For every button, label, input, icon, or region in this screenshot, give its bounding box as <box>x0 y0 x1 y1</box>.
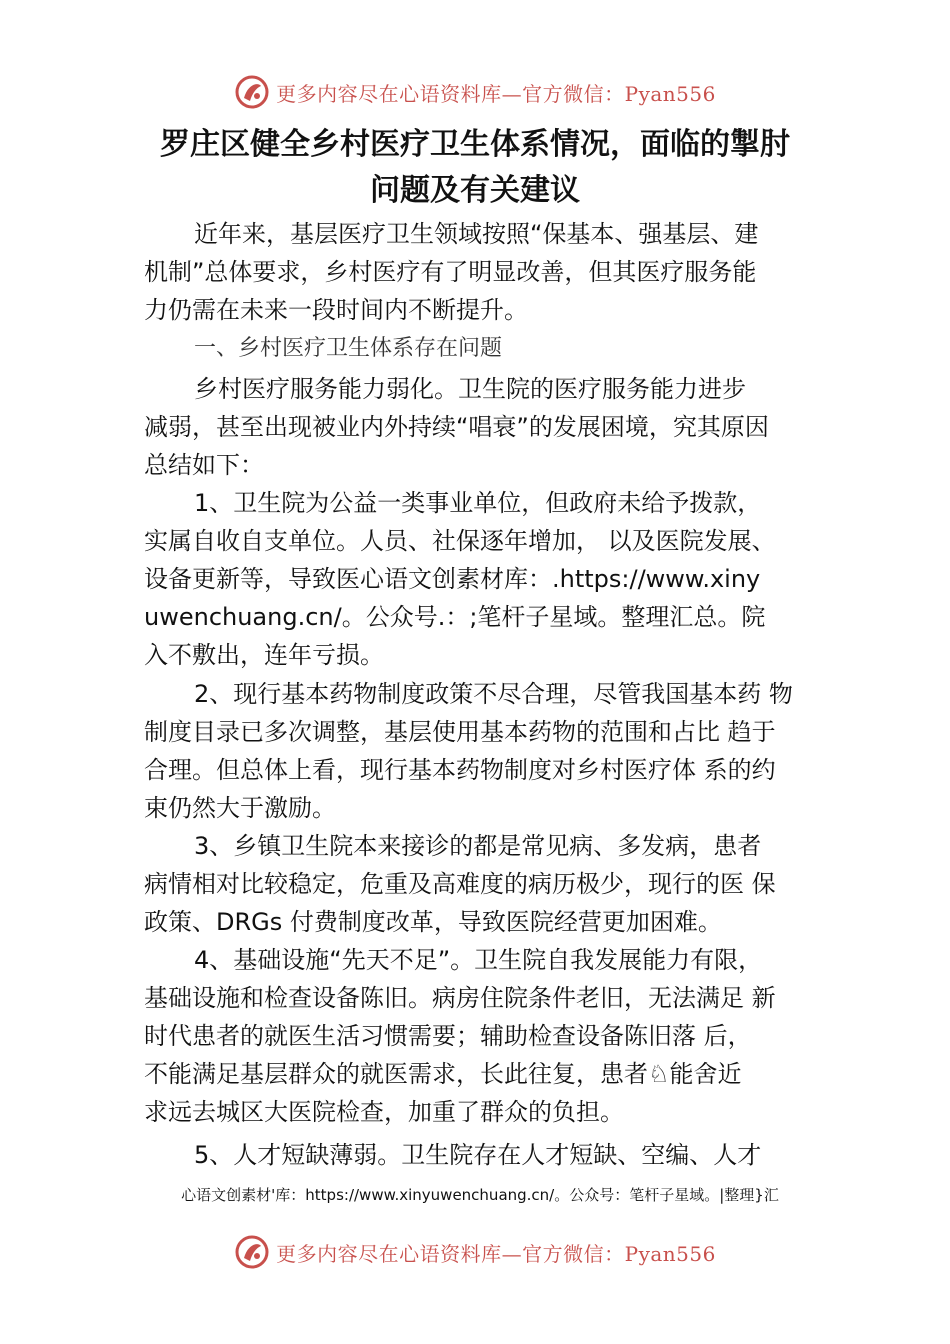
body-line: uwenchuang.cn/。公众号.：;笔杆子星域。整理汇总。院 <box>144 603 766 631</box>
body-line: 4、基础设施“先天不足”。卫生院自我发展能力有限， <box>194 946 763 974</box>
body-line: 政策、DRGs 付费制度改革，导致医院经营更加困难。 <box>144 908 722 936</box>
body-line: 5、人才短缺薄弱。卫生院存在人才短缺、空编、人才 <box>194 1141 762 1169</box>
document-title-line-2: 问题及有关建议 <box>370 173 580 208</box>
body-line: 近年来，基层医疗卫生领域按照“保基本、强基层、建 <box>194 220 759 248</box>
body-line: 1、卫生院为公益一类事业单位，但政府未给予拨款， <box>194 489 762 517</box>
logo-icon <box>234 74 270 110</box>
body-line: 力仍需在未来一段时间内不断提升。 <box>144 296 528 324</box>
body-line: 机制”总体要求，乡村医疗有了明显改善，但其医疗服务能 <box>144 258 757 286</box>
body-line: 3、乡镇卫生院本来接诊的都是常见病、多发病，患者 <box>194 832 762 860</box>
document-title-line-1: 罗庄区健全乡村医疗卫生体系情况，面临的掣肘 <box>160 127 790 162</box>
body-line: 求远去城区大医院检查，加重了群众的负担。 <box>144 1098 624 1126</box>
body-line: 合理。但总体上看，现行基本药物制度对乡村医疗体 系的约 <box>144 756 776 784</box>
body-line: 制度目录已多次调整，基层使用基本药物的范围和占比 趋于 <box>144 718 776 746</box>
body-line: 减弱，甚至出现被业内外持续“唱衰”的发展困境，究其原因 <box>144 413 769 441</box>
footer-note: 心语文创素材'库：https://www.xinyuwenchuang.cn/。公众号：笔杆子星域。|整理}汇 <box>181 1186 779 1204</box>
body-line: 设备更新等，导致医心语文创素材库：.https://www.xiny <box>144 565 761 593</box>
section-heading: 一、乡村医疗卫生体系存在问题 <box>194 336 503 361</box>
footer-banner <box>0 1230 950 1274</box>
footer-banner-text: 更多内容尽在心语资料库—官方微信：Pyan556 <box>276 1241 716 1266</box>
body-line: 病情相对比较稳定，危重及高难度的病历极少，现行的医 保 <box>144 870 776 898</box>
body-line: 入不敷出，连年亏损。 <box>144 641 384 669</box>
logo-icon <box>234 1234 270 1270</box>
body-line: 不能满足基层群众的就医需求，长此往复，患者♘能舍近 <box>144 1060 742 1088</box>
body-line: 束仍然大于激励。 <box>144 794 336 822</box>
body-line: 基础设施和检查设备陈旧。病房住院条件老旧，无法满足 新 <box>144 984 776 1012</box>
body-line: 2、现行基本药物制度政策不尽合理，尽管我国基本药 物 <box>194 680 793 708</box>
body-line: 总结如下： <box>144 451 264 479</box>
body-line: 时代患者的就医生活习惯需要；辅助检查设备陈旧落 后， <box>144 1022 752 1050</box>
body-line: 实属自收自支单位。人员、社保逐年增加， 以及医院发展、 <box>144 527 776 555</box>
header-banner <box>0 70 950 114</box>
header-banner-text: 更多内容尽在心语资料库—官方微信：Pyan556 <box>276 81 716 106</box>
body-line: 乡村医疗服务能力弱化。卫生院的医疗服务能力进步 <box>194 375 746 403</box>
